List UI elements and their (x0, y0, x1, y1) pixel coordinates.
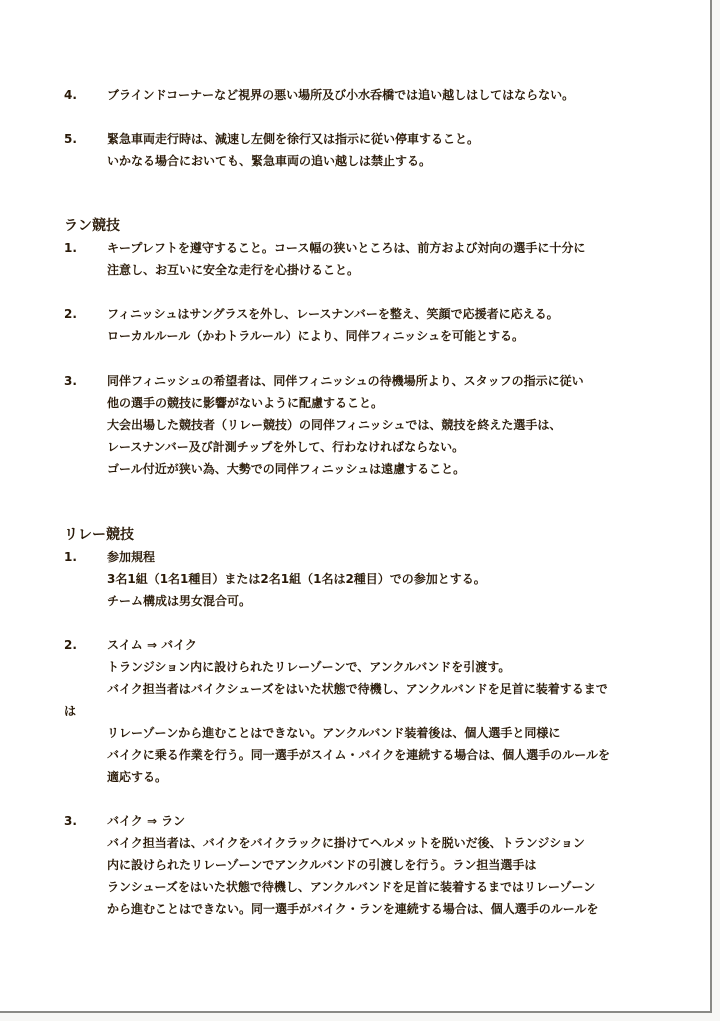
item-number: 2. (64, 307, 77, 321)
item-text: 適応する。 (107, 770, 168, 784)
item-text: から進むことはできない。同一選手がバイク・ランを連続する場合は、個人選手のルールを (107, 902, 599, 916)
item-text: ゴール付近が狭い為、大勢での同伴フィニッシュは遠慮すること。 (107, 462, 466, 476)
item-text: ローカルルール（かわトラルール）により、同伴フィニッシュを可能とする。 (107, 329, 524, 343)
item-number: 1. (64, 550, 77, 564)
item-text: バイクに乗る作業を行う。同一選手がスイム・バイクを連続する場合は、個人選手のルールを (107, 748, 611, 762)
item-text: 3名1組（1名1種目）または2名1組（1名は2種目）での参加とする。 (107, 572, 486, 586)
item-number: 3. (64, 814, 77, 828)
item-text: 注意し、お互いに安全な走行を心掛けること。 (107, 263, 360, 277)
item-text: チーム構成は男女混合可。 (107, 594, 252, 608)
item-text: 内に設けられたリレーゾーンでアンクルバンドの引渡しを行う。ラン担当選手は (107, 858, 537, 872)
item-text: ブラインドコーナーなど視界の悪い場所及び小水呑橋では追い越しはしてはならない。 (107, 88, 575, 102)
item-text: 同伴フィニッシュの希望者は、同伴フィニッシュの待機場所より、スタッフの指示に従い (107, 374, 584, 388)
item-text: バイク ⇒ ラン (107, 814, 186, 828)
item-number: 2. (64, 638, 77, 652)
item-number: 4. (64, 88, 77, 102)
item-text: ランシューズをはいた状態で待機し、アンクルバンドを足首に装着するまではリレーゾーン (107, 880, 596, 894)
item-number: 5. (64, 132, 77, 146)
item-text: 緊急車両走行時は、減速し左側を徐行又は指示に従い停車すること。 (107, 132, 480, 146)
item-text: フィニッシュはサングラスを外し、レースナンバーを整え、笑顔で応援者に応える。 (107, 307, 559, 321)
item-text: レースナンバー及び計測チップを外して、行わなければならない。 (107, 440, 465, 454)
item-text: スイム ⇒ バイク (107, 638, 197, 652)
item-number: 3. (64, 374, 77, 388)
item-text-wrap: は (64, 704, 77, 718)
item-text: リレーゾーンから進むことはできない。アンクルバンド装着後は、個人選手と同様に (107, 726, 561, 740)
section-heading-relay: リレー競技 (64, 527, 134, 543)
item-text: トランジション内に設けられたリレーゾーンで、アンクルバンドを引渡す。 (107, 660, 511, 674)
item-text: いかなる場合においても、緊急車両の追い越しは禁止する。 (107, 154, 432, 168)
item-number: 1. (64, 241, 77, 255)
item-text: バイク担当者は、バイクをバイクラックに掛けてヘルメットを脱いだ後、トランジション (107, 836, 585, 850)
item-text: キープレフトを遵守すること。コース幅の狭いところは、前方および対向の選手に十分に (107, 241, 586, 255)
item-text: 他の選手の競技に影響がないように配慮すること。 (107, 396, 384, 410)
item-text: バイク担当者はバイクシューズをはいた状態で待機し、アンクルバンドを足首に装着するまで (107, 682, 608, 696)
item-text: 参加規程 (107, 550, 156, 564)
item-text: 大会出場した競技者（リレー競技）の同伴フィニッシュでは、競技を終えた選手は、 (107, 418, 562, 432)
section-heading-run: ラン競技 (64, 218, 120, 234)
